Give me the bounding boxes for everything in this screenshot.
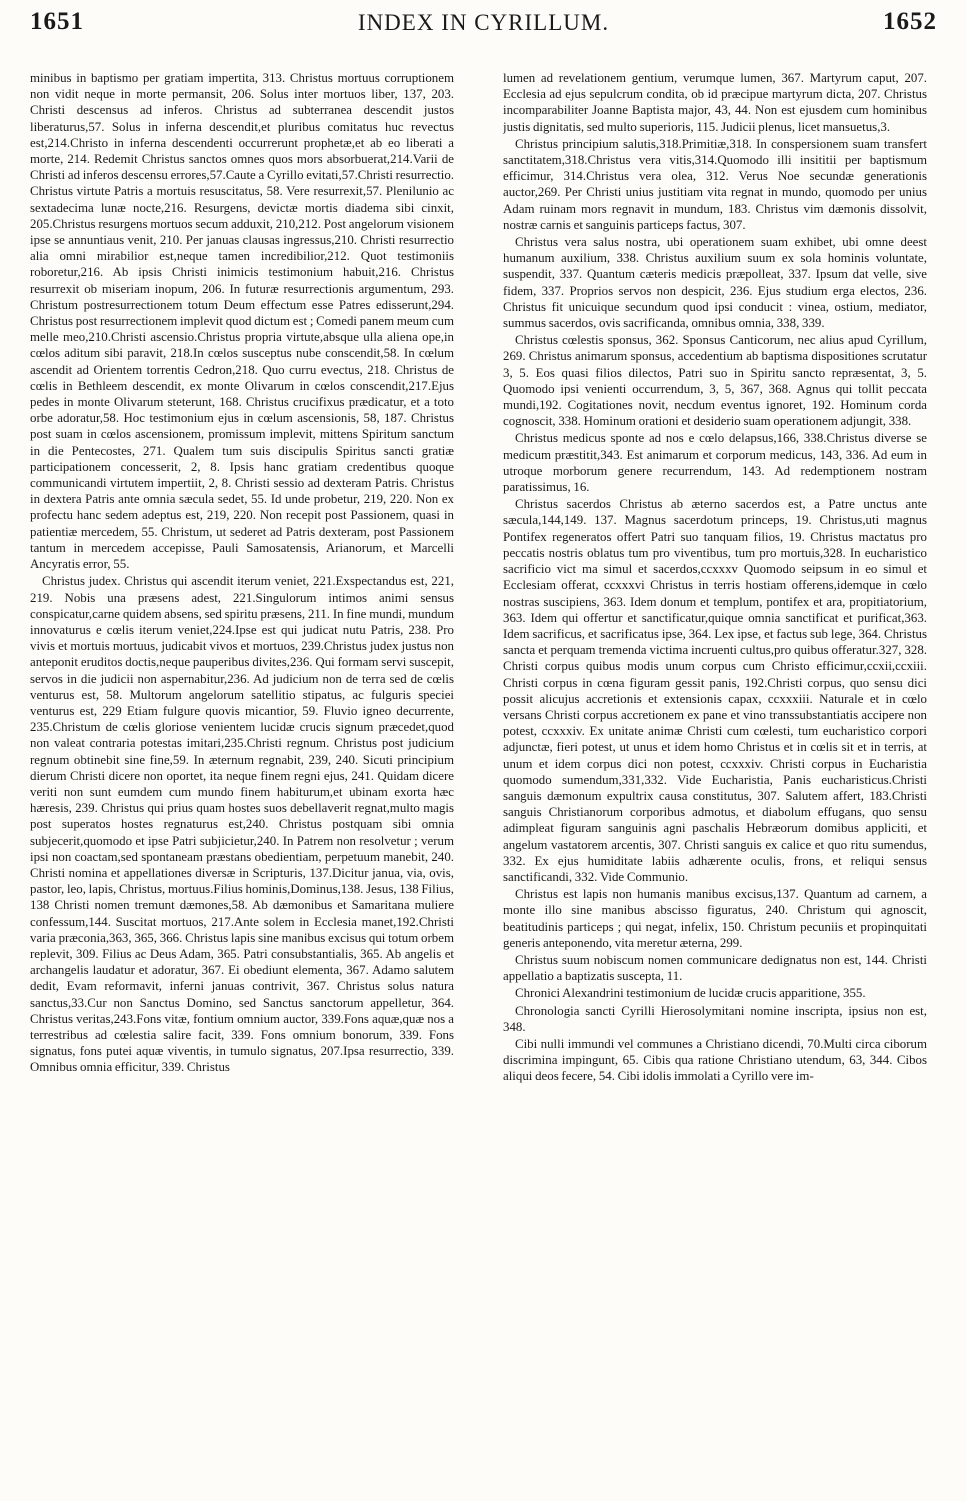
index-paragraph: Christus judex. Christus qui ascendit iterum veniet, 221.Exspectandus est, 221, 219. Nobis una præsens adest, 221.Singulorum intimos animi sensus conspicatur,carne quidem absens, sed spiritu præsens, 211. In fine mundi, mundum innovaturus e cœlis iterum veniet,224.Ipse est qui judicat nutu Patris, 238. Pro vivis et mortuis mortuus, judicabit vivos et mortuos, 239.Christus judex justus non anteponit eruditos doctis,neque pauperibus divites,236. Qui formam servi suscepit, servos in die judicii non aspernabitur,236. Ad judicium non de terra sed de cœlis venturus est, 58. Multorum angelorum satellitio stipatus, ac fulguris speciei venturus est, 229 Etiam fulgure quovis micantior, 59. Fluvio igneo decurrente, 235.Christum de cœlis gloriose venientem lucidæ crucis signum præcedet,quod non valeat contraria potestas imitari,235.Christi regnum. Christus post judicium regnum obtinebit sine fine,59. In æternum regnabit, 239, 240. Sicuti principium dierum Christi dicere non oportet, ita neque finem regni ejus, 241. Quidam dicere veriti non sunt eumdem cum mundo finem habiturum,et ubinam exorta hæc hæresis, 239. Christus qui prius quam hostes suos debellaverit regnat,multo magis post superatos hostes regnaturus est,240. Christus postquam sibi omnia subjecerit,quomodo et ipse Patri subjicietur,240. In Patrem non resolvetur ; verum ipsi non coactam,sed spontaneam præstans obedientiam, perpetuum manebit, 240. Christi nomina et appellationes diversæ in Scripturis, 137.Dicitur janua, via, ovis, pastor, leo, lapis, Christus, mortuus.Filius hominis,Dominus,138. Jesus, 138 Filius, 138 Christi nomen tremunt dæmones,58. Ab dæmonibus et Samaritana muliere confessum,144. Suscitat mortuos, 217.Ante solem in Ecclesia manet,192.Christi varia præconia,363, 365, 366. Christus lapis sine manibus excisus qui totum orbem replevit, 309. Filius ac Deus Adam, 365. Patri consubstantialis, 365. Ab angelis et archangelis laudatur et adoratur, 367. Ei obediunt elementa, 367. Adamo salutem dedit, Evam reformavit, inferni januas contrivit, 367. Christus solus natura sanctus,33.Cur non Sanctus Domino, sed Sanctus sanctorum appelletur, 364. Christus veritas,243.Fons vitæ, fontium omnium auctor, 339.Fons aquæ,quæ nos a terrestribus ad cœlestia salire facit, 339. Fons omnium bonorum, 339. Fons signatus, fons putei aquæ viventis, in tumulo signatus, 207.Ipsa resurrectio, 339. Omnibus omnia efficitur, 339. Christus (30, 574, 454, 1075)
running-title: INDEX IN CYRILLUM. (357, 10, 610, 35)
index-paragraph: Cibi nulli immundi vel communes a Christiano dicendi, 70.Multi circa ciborum discrimina impingunt, 65. Cibis qua ratione Christiano utendum, 63, 344. Cibos aliqui deos fecere, 54. Cibi idolis immolati a Cyrillo vere im- (503, 1036, 927, 1084)
left-column (30, 70, 454, 1498)
index-paragraph: minibus in baptismo per gratiam impertita, 313. Christus mortuus corruptionem non vidit neque in morte permansit, 206. Solus inter mortuos liber, 137, 203. Christi descensus ad inferos. Christus ad subterranea descendit justos liberaturus,57. Solus in inferna descendit,et pluribus comitatus huc revectus est,214.Christo in inferna descendenti occurrerunt prophetæ,et ab eo liberati a morte, 214. Redemit Christus sanctos omnes quos mors absorbuerat,214.Varii de Christi ad inferos descensu errores,57.Caute a Cyrillo evitati,57.Christi resurrectio. Christus virtute Patris a mortuis resuscitatus, 58. Vere resurrexit,57. Plenilunio ac sextadecima lunæ nocte,216. Resurgens, devictæ mortis diadema sibi cinxit, 205.Christus resurgens mortuos secum adduxit, 210,212. Post angelorum visionem ipse se annuntiaus venit, 210. Per januas clausas ingressus,210. Christi resurrectio alia omni mirabilior est,neque tamen incredibilior,212. Quot testimoniis roboretur,216. Ab ipsis Christi inimicis testimonium habuit,216. Christus resurrexit ob miseriam inopum, 206. In futuræ resurrectionis argumentum, 293. Christum postresurrectionem totum Deum effectum esse Patres edisserunt,294. Christus post resurrectionem implevit quod dictum est ; Comedi panem meum cum melle meo,210.Christi ascensio.Christus propria virtute,absque ulla aliena ope,in cœlos aditum sibi paravit, 218.In cœlos susceptus nube conscendit,58. In cœlum ascendit ad Orientem torrentis Cedron,218. Quo curru evectus, 218. Christus de cœlis in Bethleem descendit, ex monte Olivarum in cœlos conscendit,217.Ejus pedes in monte Olivarum steterunt, 168. Christus crucifixus prædicatur, et a toto orbe adoratur,58. Hoc testimonium ejus in cœlum ascensionis, 58, 187. Christus post suam in cœlos ascensionem, promissum implevit, mittens Spiritum sanctum in die Pentecostes, 271. Qualem tum suis discipulis Spiritus sancti gratiæ participationem concesserit, 2, 8. Ipsis hanc gratiam credentibus quoque communicandi virtutem impertiit, 2, 8. Christi sessio ad dexteram Patris. Christus in dextera Patris ante omnia sæcula sedet, 55. Id unde probetur, 219, 220. Non ex profectu hanc sedem adeptus est, 219, 220. Non recepit post Passionem, quasi in patientiæ mercedem, 55. Christum, ut sederet ad Patris dexteram, post Passionem tantum in mercedem accepisse, Pauli Samosatensis, Arianorum, et Marcelli Ancyratis error, 55. (30, 71, 454, 572)
index-paragraph: Christus vera salus nostra, ubi operationem suam exhibet, ubi omne deest humanum auxilium, 338. Christus auxilium suum ex sola hominis voluntate, suspendit, 337. Quantum cæteris medicis præpolleat, 337. Ipsum dat velle, sive fidem, 337. Proprios servos non despicit, 236. Ejus studium erga electos, 236. Christus fit unicuique secundum quod ipsi conducit : vinea, ostium, mediator, summus sacerdos, ovis sacrificanda, omnibus omnia, 338, 339. (503, 235, 927, 331)
right-page-number: 1652 (883, 8, 937, 35)
index-paragraph: Christus est lapis non humanis manibus excisus,137. Quantum ad carnem, a monte illo sine manibus abscisso figuratus, 240. Christum qui agnoscit, beatitudinis particeps ; qui negat, infelix, 150. Christum pecuniis et propinquitati generis anteponendo, vita meretur æterna, 299. (503, 887, 927, 950)
index-paragraph: Christus suum nobiscum nomen communicare dedignatus non est, 144. Christi appellatio a baptizatis suscepta, 11. (503, 952, 927, 984)
left-page-number: 1651 (30, 8, 84, 35)
index-paragraph: Christus cœlestis sponsus, 362. Sponsus Canticorum, nec alius apud Cyrillum, 269. Christus animarum sponsus, accedentium ab baptisma dispositiones scrutatur 3, 5. Eos quasi filios dilectos, Patri suo in Spiritu sancto repræsentat, 3, 5. Quomodo ipsi venienti occurrendum, 3, 5, 367, 368. Agnus qui tollit peccata mundi,192. Cogitationes novit, necdum eventus ignoret, 192. Hominum corda cognoscit, 338. Hominum orationi et desiderio suam operationem adjungit, 338. (503, 333, 927, 429)
page-header (30, 8, 937, 52)
index-paragraph: Christus sacerdos Christus ab æterno sacerdos est, a Patre unctus ante sæcula,144,149. 137. Magnus sacerdotum princeps, 19. Christus,uti magnus Pontifex regeneratos offert Patri suo tanquam filios, 19. Christus mactatus pro peccatis nostris oblatus tum pro viventibus, tum pro mortuis,328. In eucharistico sacrificio vict ma simul et sacerdos,ccxxxv Quomodo seipsum in eo simul et Ecclesiam offerat, ccxxxvi Christus in terris hostiam offerens,idemque in cœlo nostras suscipiens, 363. Idem donum et templum, pontifex et ara, propitiatorium, 363. Idem qui offertur et sanctificatur,quique omnia sanctificat et purificat,363. Idem sacrificus, et sacrificatus ipse, 364. Lex ipse, et factus sub lege, 364. Christus sancta et perquam tremenda victima incruenti cultus,pro quibus offeratur.327, 328. Christi corpus quibus modis unum corpus cum Christo efficimur,ccxii,ccxiii. Christi corpus in cœna figuram gessit panis, 192.Christi corpus, quo sensu dici possit alicujus accretionis et extensionis capax, ccxxxiii. Naturale et in cœlo versans Christi corpus accretionem ex pane et vino transsubstantiatis accipere non potest, ccxxxiv. Ex unitate animæ Christi cum cœlesti, tum eucharistico corpori adjunctæ, fieri potest, ut unus et idem homo Christus et in cœlis sit et in terris, at unum et idem corpus dici non potest, ccxxxiv. Christi corpus in Eucharistia quomodo sumendum,331,332. Vide Eucharistia, Panis eucharisticus.Christi sanguis dæmonum expultrix causa constitutus, 307. Salutem affert, 183.Christi sanguis Christianorum corporibus admotus, et diabolum effugans, quo sensu adimpleat figuram sanguinis agni paschalis Hebræorum domibus appliciti, et angelum vastatorem arcentis, 307. Christi sanguis ex calice et quo ritu sumendus, 332. Ex ejus humiditate labiis adhærente oculis, frons, et reliqui sensus sanctificandi, 332. Vide Communio. (503, 497, 927, 884)
index-paragraph: Christus principium salutis,318.Primitiæ,318. In conspersionem suam transfert sanctitatem,318.Christus vera vitis,314.Quomodo illi insititii per baptismum efficimur, 314.Christus vera olea, 312. Verus Noe secundæ generationis auctor,269. Per Christi unius justitiam vita regnat in mundo, quomodo per unius Adam ruinam mors regnavit in mundum, 183. Christus vim dæmonis dissolvit, nostræ carnis et sanguinis particeps factus, 307. (503, 136, 927, 232)
index-paragraph: lumen ad revelationem gentium, verumque lumen, 367. Martyrum caput, 207. Ecclesia ad ejus sepulcrum condita, ob id præcipue martyrum dicta, 207. Christus incomparabiliter Joanne Baptista major, 43, 44. Non est ejusdem cum hominibus justis dignitatis, sed multo superioris, 115. Judicii plenus, licet mansuetus,3. (503, 71, 927, 134)
index-paragraph: Chronici Alexandrini testimonium de lucidæ crucis apparitione, 355. (515, 986, 866, 1001)
index-paragraph: Chronologia sancti Cyrilli Hierosolymitani nomine inscripta, ipsius non est, 348. (503, 1003, 927, 1034)
right-column (503, 70, 927, 1498)
index-paragraph: Christus medicus sponte ad nos e cœlo delapsus,166, 338.Christus diverse se medicum præstitit,343. Est animarum et corporum medicus, 143, 336. Ad eum in utroque morborum genere recurrendum, 143. Ad redemptionem nostram paratissimus, 16. (503, 431, 927, 495)
